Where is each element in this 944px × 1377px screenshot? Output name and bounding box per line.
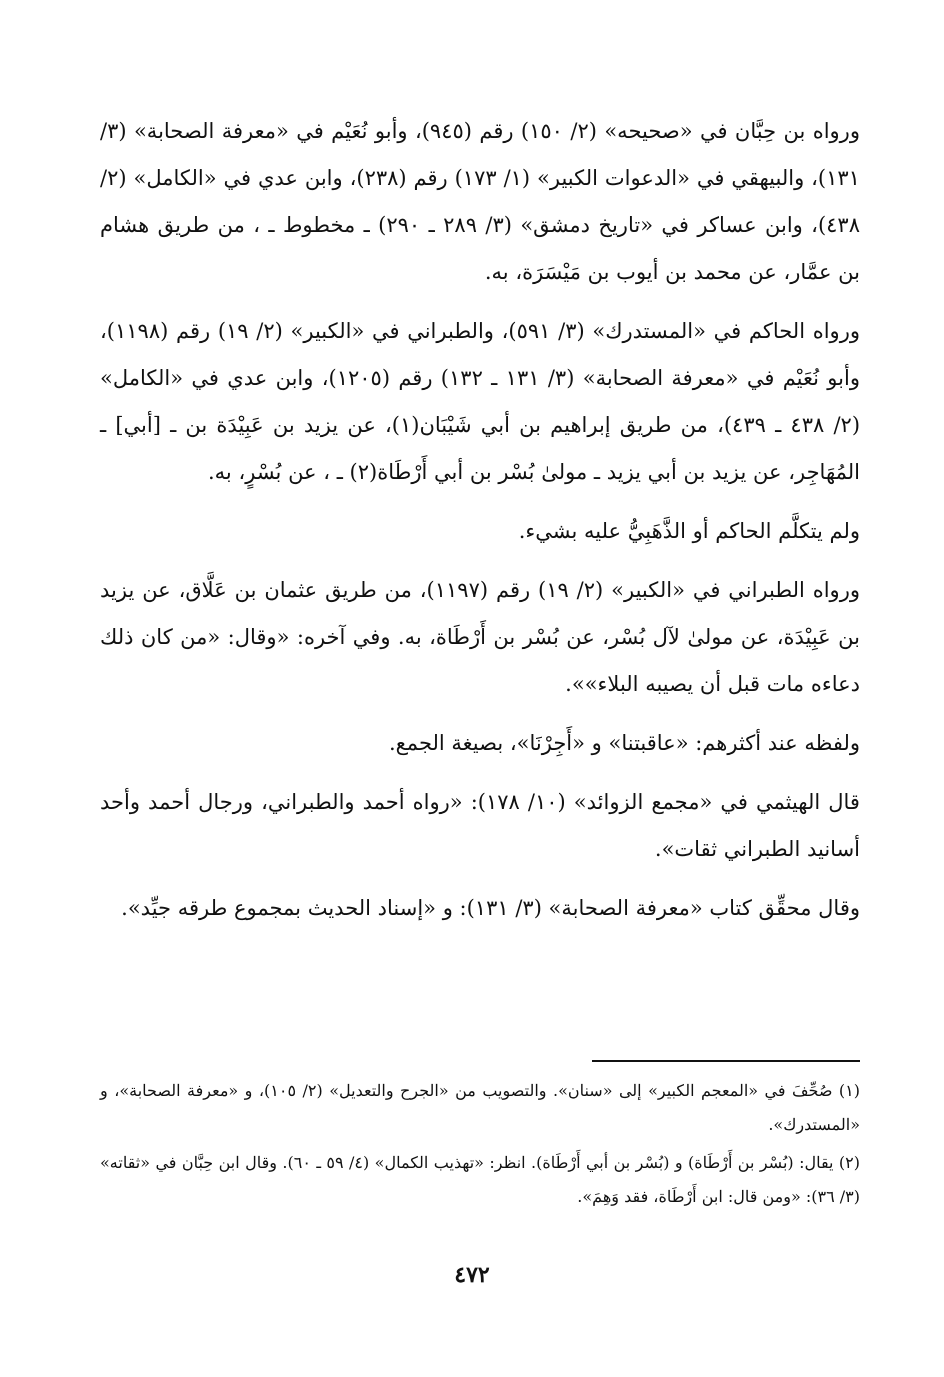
paragraph-haythami: قال الهيثمي في «مجمع الزوائد» (١٠/ ١٧٨): «رواه أحمد والطبراني، ورجال أحمد وأحد أسانيد الطبراني ثقات». — [100, 790, 860, 861]
paragraph-editor-note: وقال محقِّق كتاب «معرفة الصحابة» (٣/ ١٣١): و «إسناد الحديث بمجموع طرقه جيِّد». — [121, 896, 860, 920]
paragraph-ibn-hibban: ورواه بن حِبَّان في «صحيحه» (٢/ ١٥٠) رقم (٩٤٥)، وأبو نُعَيْم في «معرفة الصحابة» (٣/ ١٣١)، والبيهقي في «الدعوات الكبير» (١/ ١٧٣) رقم (٢٣٨)، وابن عدي في «الكامل» (٢/ ٤٣٨)، وابن عساكر في «تاريخ دمشق» (٣/ ٢٨٩ ـ ٢٩٠) ـ مخطوط ـ ، من طريق هشام بن عمَّار، عن محمد بن أيوب بن مَيْسَرَة، به. — [100, 119, 860, 284]
page-number: ٤٧٢ — [454, 1262, 490, 1288]
paragraph-al-hakim: ورواه الحاكم في «المستدرك» (٣/ ٥٩١)، والطبراني في «الكبير» (٢/ ١٩) رقم (١١٩٨)، وأبو نُعَيْم في «معرفة الصحابة» (٣/ ١٣١ ـ ١٣٢) رقم (١٢٠٥)، وابن عدي في «الكامل» (٢/ ٤٣٨ ـ ٤٣٩)، من طريق إبراهيم بن أبي شَيْبَان(١)، عن يزيد بن عَبِيْدَة بن ـ [أبي] ـ المُهَاجِر، عن يزيد بن أبي يزيد ـ مولىٰ بُسْر بن أبي أَرْطَاة(٢) ـ ، عن بُسْرٍ، به. — [100, 319, 861, 484]
footnote-divider — [592, 1060, 860, 1062]
paragraph-no-comment: ولم يتكلَّم الحاكم أو الذَّهَبِيُّ عليه بشيء. — [518, 519, 860, 543]
footnotes — [100, 1074, 860, 1218]
footnote-2: (٢) يقال: (بُسْر بن أَرْطَاة) و (بُسْر بن أبي أَرْطَاة). انظر: «تهذيب الكمال» (٤/ ٥٩ ـ ٦٠). وقال ابن حِبَّان في «ثقاته» (٣/ ٣٦): «ومن قال: ابن أَرْطَاة، فقد وَهِمَ». — [100, 1153, 860, 1206]
main-text — [100, 108, 860, 944]
footnote-1: (١) صُحِّفَ في «المعجم الكبير» إلى «سنان». والتصويب من «الجرح والتعديل» (٢/ ١٠٥)، و «معرفة الصحابة»، و «المستدرك». — [100, 1081, 861, 1134]
paragraph-wording: ولفظه عند أكثرهم: «عاقبتنا» و «أَجِرْنَا»، بصيغة الجمع. — [388, 731, 860, 755]
paragraph-tabarani: ورواه الطبراني في «الكبير» (٢/ ١٩) رقم (١١٩٧)، من طريق عثمان بن عَلَّاق، عن يزيد بن عَبِيْدَة، عن مولىٰ لآل بُسْر، عن بُسْر بن أَرْطَاة، به. وفي آخره: «وقال: «من كان ذلك دعاءه مات قبل أن يصيبه البلاء»». — [100, 578, 860, 696]
